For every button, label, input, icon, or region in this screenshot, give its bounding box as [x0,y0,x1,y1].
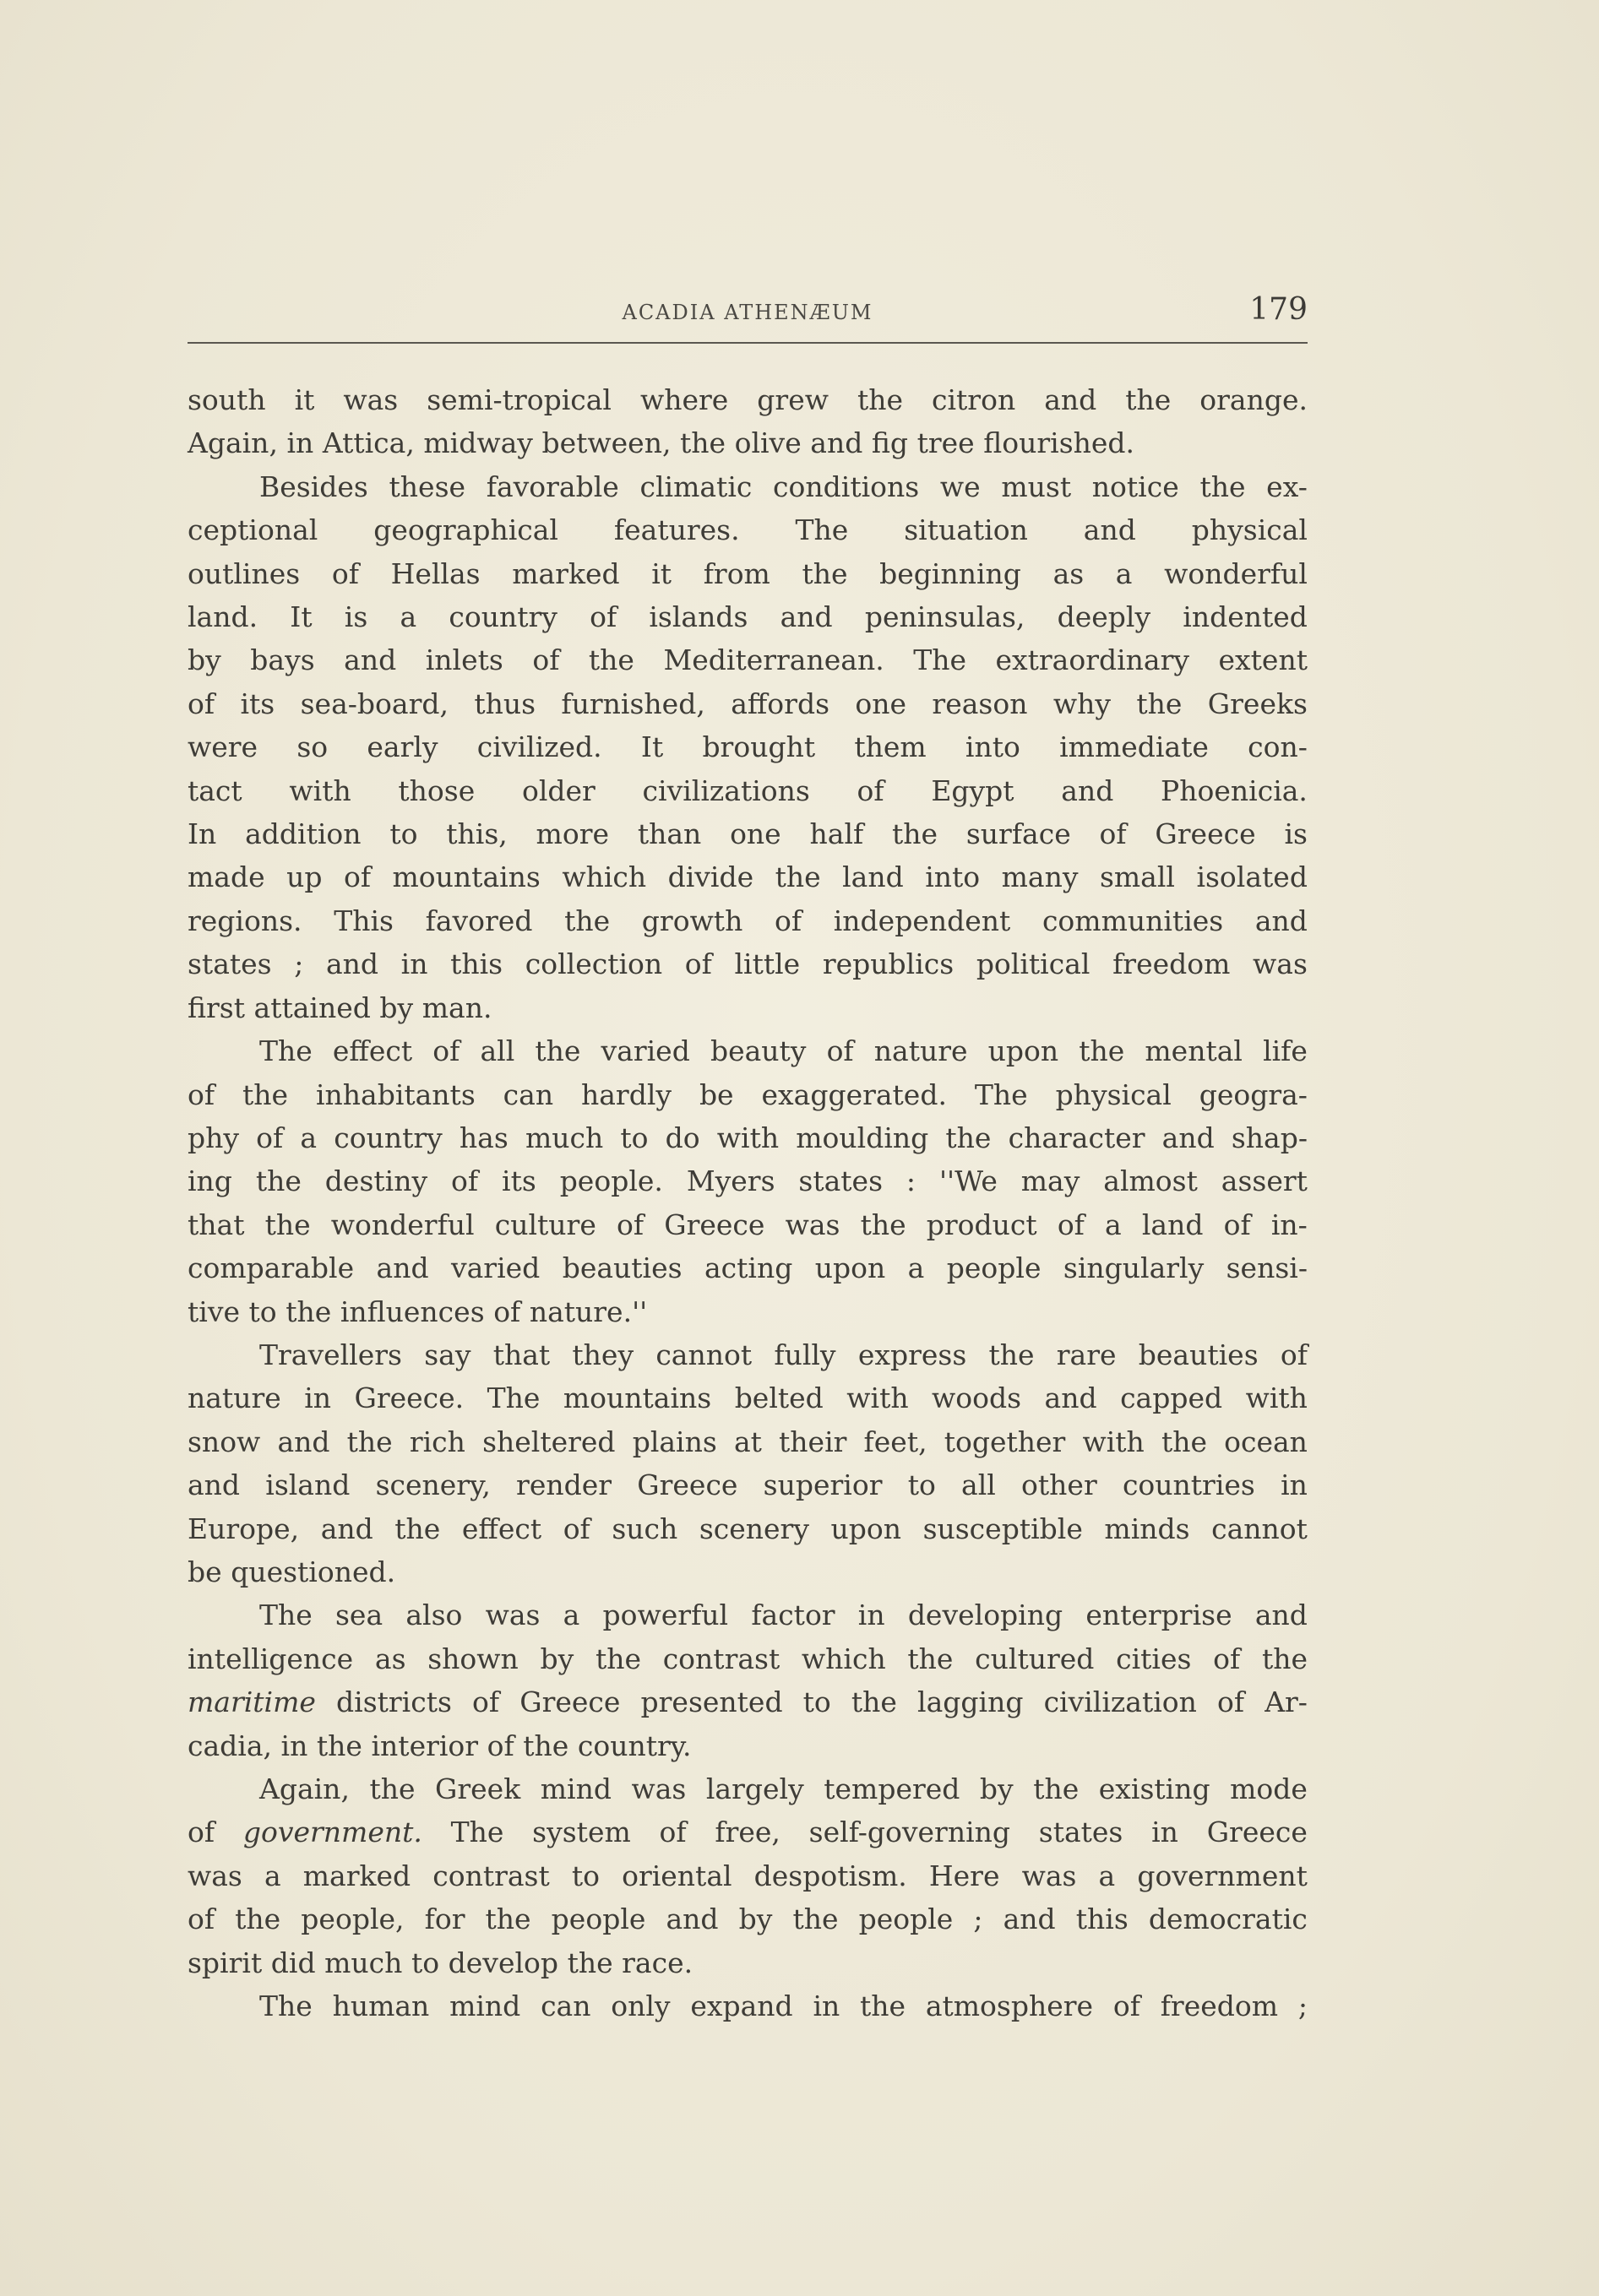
text-line: Besides these favorable climatic conditions we must notice the ex- [259,470,1308,503]
text-line: Europe, and the effect of such scenery upon susceptible minds cannot [188,1512,1308,1545]
text-line: that the wonderful culture of Greece was the product of a land of in- [188,1208,1308,1241]
text-line: ceptional geographical features. The situation and physical [188,513,1308,547]
text-line: intelligence as shown by the contrast which the cultured cities of the [188,1642,1308,1675]
text-line: be questioned. [188,1555,396,1588]
text-line: and island scenery, render Greece superior to all other countries in [188,1468,1308,1502]
header-rule [188,342,1308,344]
text-line: were so early civilized. It brought them into immediate con- [188,730,1308,764]
text-line: The human mind can only expand in the atmosphere of freedom ; [259,1989,1308,2023]
text-line: comparable and varied beauties acting upon a people singularly sensi- [188,1251,1308,1285]
text-line: south it was semi-tropical where grew the citron and the orange. [188,383,1308,416]
text-line: Again, the Greek mind was largely tempered by the existing mode [259,1772,1308,1805]
text-line: cadia, in the interior of the country. [188,1729,692,1762]
text-line: Travellers say that they cannot fully express the rare beauties of [259,1338,1308,1371]
text-line: The sea also was a powerful factor in developing enterprise and [259,1599,1308,1632]
body-text [188,378,1308,2027]
text-line: made up of mountains which divide the land into many small isolated [188,860,1308,894]
text-line: The effect of all the varied beauty of nature upon the mental life [259,1034,1308,1068]
text-line: land. It is a country of islands and peninsulas, deeply indented [188,600,1308,634]
text-line: by bays and inlets of the Mediterranean. The extraordinary extent [188,643,1308,677]
running-head: ACADIA ATHENÆUM [622,301,873,324]
text-line: phy of a country has much to do with moulding the character and shap- [188,1121,1308,1154]
text-line: was a marked contrast to oriental despotism. Here was a government [188,1859,1308,1892]
text-line: Again, in Attica, midway between, the olive and fig tree flourished. [188,426,1135,460]
text-line: of the inhabitants can hardly be exaggerated. The physical geogra- [188,1077,1308,1111]
text-line: spirit did much to develop the race. [188,1946,693,1979]
text-line: tive to the influences of nature.'' [188,1295,648,1328]
text-line: nature in Greece. The mountains belted with woods and capped with [188,1381,1308,1415]
text-line: ing the destiny of its people. Myers states : ''We may almost assert [188,1164,1308,1198]
text-line: first attained by man. [188,991,492,1024]
text-line: regions. This favored the growth of independent communities and [188,904,1308,937]
page-header [188,292,1308,339]
text-line: maritime districts of Greece presented to the lagging civilization of Ar- [188,1685,1308,1719]
text-line: In addition to this, more than one half the surface of Greece is [188,817,1308,851]
text-line: of government. The system of free, self-governing states in Greece [188,1816,1308,1849]
text-line: of its sea-board, thus furnished, affords one reason why the Greeks [188,687,1308,720]
text-line: tact with those older civilizations of Egypt and Phoenicia. [188,773,1308,807]
text-line: of the people, for the people and by the people ; and this democratic [188,1902,1308,1936]
page-number: 179 [1249,292,1308,327]
text-line: outlines of Hellas marked it from the beginning as a wonderful [188,556,1308,590]
text-line: states ; and in this collection of little republics political freedom was [188,947,1308,981]
text-line: snow and the rich sheltered plains at their feet, together with the ocean [188,1425,1308,1458]
